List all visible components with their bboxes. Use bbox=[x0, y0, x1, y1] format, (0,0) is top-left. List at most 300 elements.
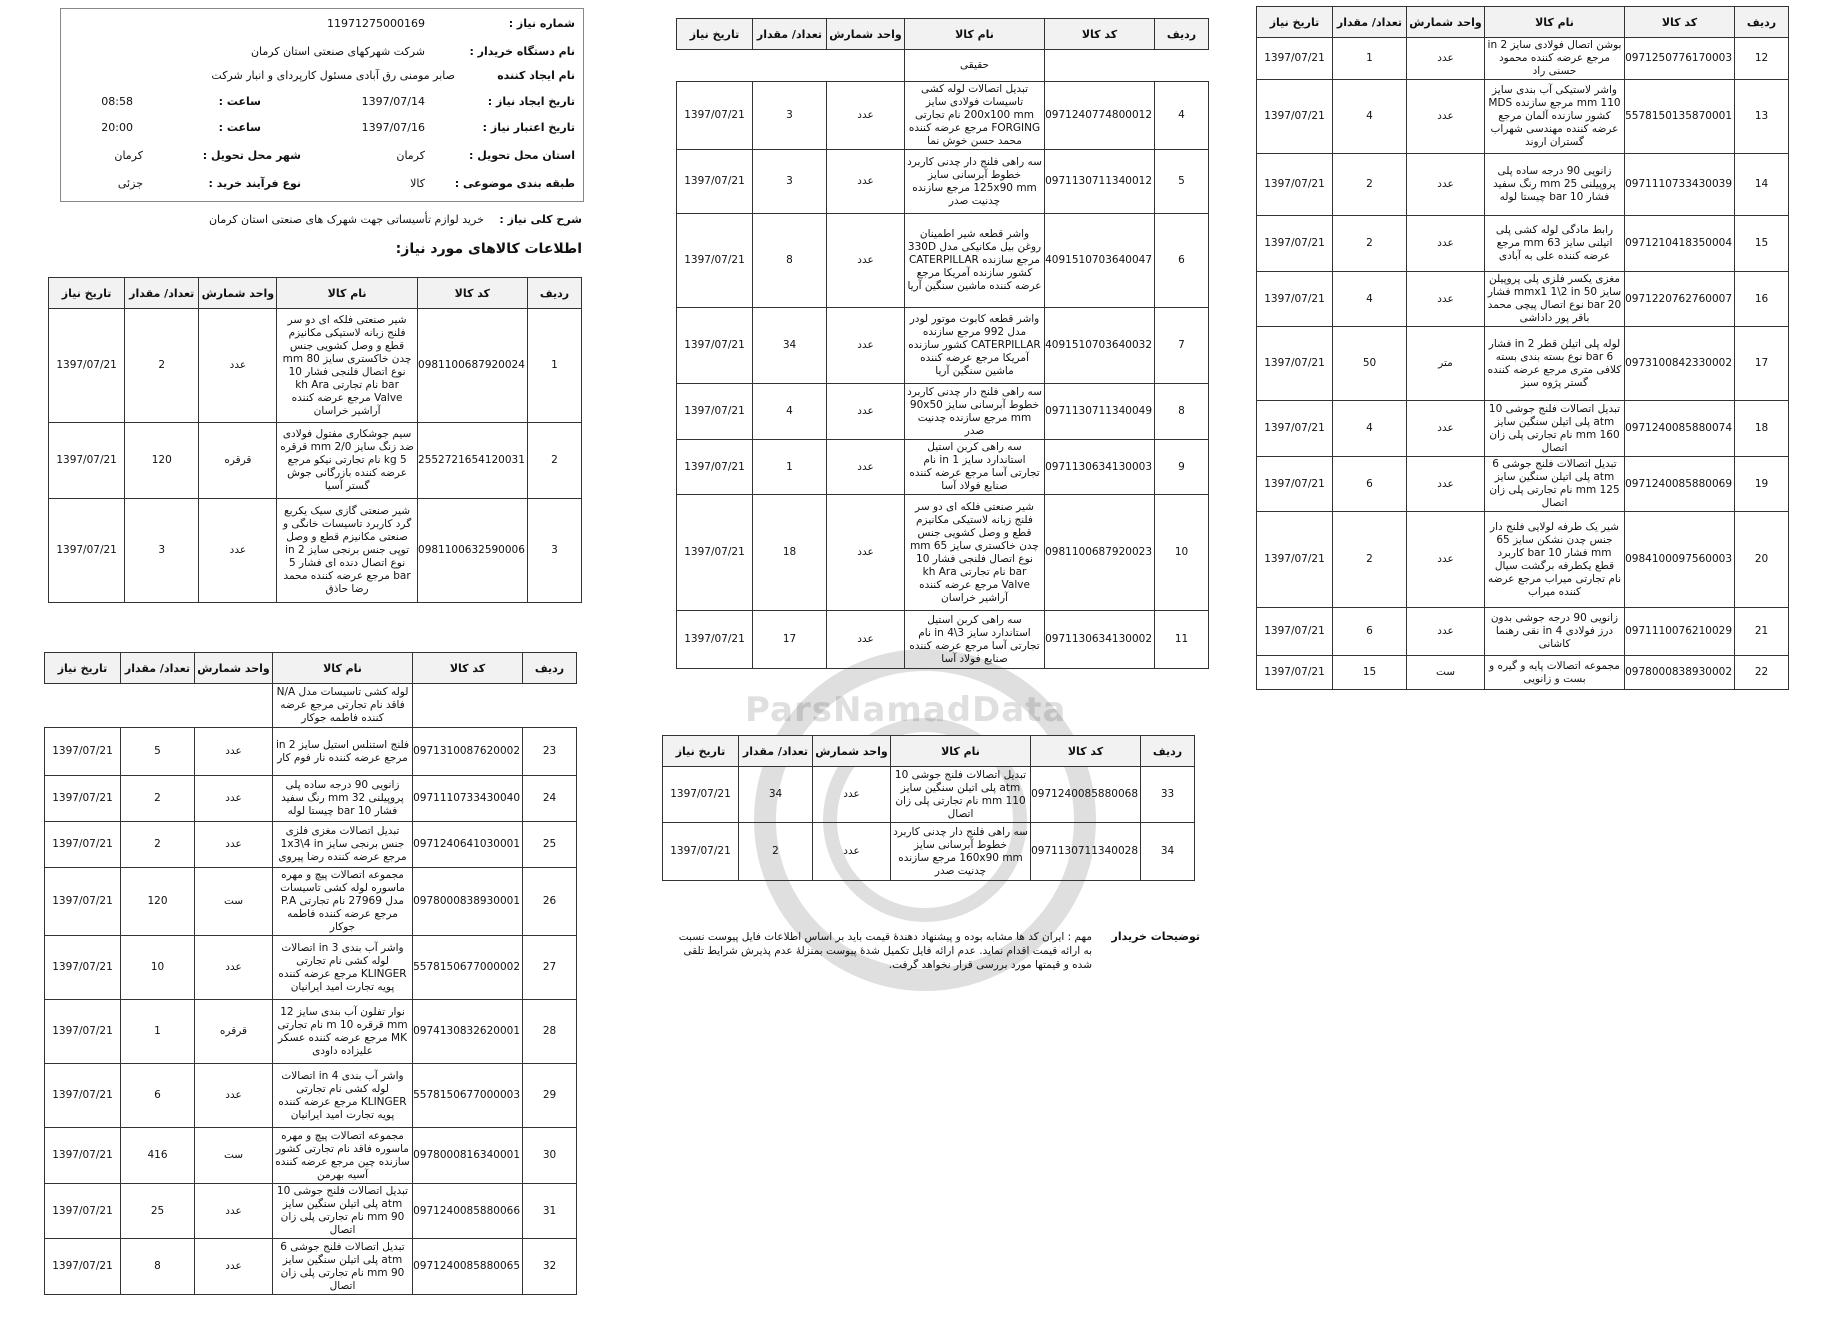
cell-row: 8 bbox=[1155, 384, 1209, 440]
cell-code: 0981100632590006 bbox=[417, 499, 527, 603]
cell-name: تبدیل اتصالات فلنج جوشی 6 atm پلی اتیلن سنگین سایز 125 mm نام تجارتی پلی زان اتصال bbox=[1485, 457, 1625, 512]
table-row bbox=[1257, 38, 1789, 80]
validity-date-label: تاریخ اعتبار نیاز : bbox=[482, 121, 575, 134]
cell-row: 33 bbox=[1141, 767, 1195, 823]
cell-qty: 6 bbox=[1333, 457, 1407, 512]
table-row bbox=[49, 499, 582, 603]
cell-qty: 4 bbox=[1333, 272, 1407, 327]
cell-unit: عدد bbox=[827, 440, 905, 495]
cell-qty: 120 bbox=[121, 868, 195, 936]
column-header-name: نام کالا bbox=[277, 278, 417, 309]
cell-date: 1397/07/21 bbox=[1257, 38, 1333, 80]
cell-code: 0978000816340001 bbox=[413, 1128, 523, 1184]
cell-date: 1397/07/21 bbox=[663, 767, 739, 823]
column-header-row: ردیف bbox=[523, 653, 577, 684]
cell-unit: عدد bbox=[827, 611, 905, 669]
cell-date: 1397/07/21 bbox=[45, 1128, 121, 1184]
cell-unit: قرقره bbox=[199, 423, 277, 499]
cell-unit: عدد bbox=[827, 214, 905, 308]
cell-unit: عدد bbox=[1407, 154, 1485, 216]
cell-unit: عدد bbox=[195, 936, 273, 1000]
cell-qty: 6 bbox=[121, 1064, 195, 1128]
empty-cell bbox=[413, 684, 577, 728]
cell-unit: عدد bbox=[1407, 38, 1485, 80]
cell-date: 1397/07/21 bbox=[1257, 457, 1333, 512]
cell-unit: عدد bbox=[1407, 80, 1485, 154]
cell-row: 24 bbox=[523, 776, 577, 822]
cell-code: 0971240085880074 bbox=[1625, 401, 1735, 457]
column-header-qty: تعداد/ مقدار bbox=[125, 278, 199, 309]
cell-code: 4091510703640032 bbox=[1045, 308, 1155, 384]
cell-qty: 18 bbox=[753, 495, 827, 611]
cell-row: 34 bbox=[1141, 823, 1195, 881]
cell-unit: ست bbox=[1407, 656, 1485, 690]
cell-qty: 2 bbox=[121, 822, 195, 868]
cell-unit: عدد bbox=[195, 1064, 273, 1128]
table-row bbox=[45, 1184, 577, 1239]
cell-row: 5 bbox=[1155, 150, 1209, 214]
cell-date: 1397/07/21 bbox=[677, 440, 753, 495]
need-number: 11971275000169 bbox=[327, 17, 425, 30]
cell-qty: 4 bbox=[753, 384, 827, 440]
cell-unit: عدد bbox=[813, 767, 891, 823]
table-row bbox=[1257, 401, 1789, 457]
cell-row: 29 bbox=[523, 1064, 577, 1128]
cell-name: تبدیل اتصالات فلنج جوشی 10 atm پلی اتیلن سنگین سایز 90 mm نام تجارتی پلی زان اتصال bbox=[273, 1184, 413, 1239]
column-header-code: کد کالا bbox=[417, 278, 527, 309]
cell-qty: 3 bbox=[125, 499, 199, 603]
table-row bbox=[1257, 272, 1789, 327]
cell-code: 0981100687920024 bbox=[417, 309, 527, 423]
section-title: اطلاعات کالاهای مورد نیاز: bbox=[395, 241, 582, 257]
cell-date: 1397/07/21 bbox=[45, 776, 121, 822]
cell-name: مغزی یکسر فلزی پلی پروپیلن سایز 50 mmx1 1\2 in فشار 20 bar نوع اتصال پیچی محمد باقر پور داداشی bbox=[1485, 272, 1625, 327]
cell-qty: 2 bbox=[1333, 154, 1407, 216]
cell-row: 27 bbox=[523, 936, 577, 1000]
cell-unit: ست bbox=[195, 868, 273, 936]
cell-code: 0981100687920023 bbox=[1045, 495, 1155, 611]
column-header-name: نام کالا bbox=[905, 19, 1045, 50]
cell-date: 1397/07/21 bbox=[1257, 216, 1333, 272]
cell-unit: عدد bbox=[1407, 457, 1485, 512]
cell-unit: قرقره bbox=[195, 1000, 273, 1064]
empty-cell bbox=[677, 50, 905, 82]
lead-text: لوله کشی تاسیسات مدل N/A فاقد نام تجارتی مرجع عرضه کننده فاطمه جوکار bbox=[273, 684, 413, 728]
cell-date: 1397/07/21 bbox=[1257, 401, 1333, 457]
cell-row: 18 bbox=[1735, 401, 1789, 457]
cell-unit: عدد bbox=[195, 776, 273, 822]
cell-qty: 2 bbox=[121, 776, 195, 822]
cell-name: شیر صنعتی فلکه ای دو سر فلنج زبانه لاستیکی مکانیزم قطع و وصل کشویی جنس چدن خاکستری سایز 65 mm نوع اتصال فلنجی فشار 10 bar نام تجارتی kh Ara Valve مرجع عرضه کننده آراشیر خراسان bbox=[905, 495, 1045, 611]
cell-unit: عدد bbox=[827, 308, 905, 384]
items-table-3 bbox=[676, 18, 1209, 669]
cell-name: تبدیل اتصالات فلنج جوشی 6 atm پلی اتیلن سنگین سایز 90 mm نام تجارتی پلی زان اتصال bbox=[273, 1239, 413, 1295]
cell-code: 0971130711340049 bbox=[1045, 384, 1155, 440]
column-header-unit: واحد شمارش bbox=[827, 19, 905, 50]
cell-qty: 3 bbox=[753, 82, 827, 150]
cell-qty: 25 bbox=[121, 1184, 195, 1239]
cell-name: واشر آب بندی 4 in اتصالات لوله کشی نام تجارتی KLINGER مرجع عرضه کننده پویه تجارت امید ایرانیان bbox=[273, 1064, 413, 1128]
column-header-date: تاریخ نیاز bbox=[663, 736, 739, 767]
empty-cell bbox=[45, 684, 273, 728]
cell-row: 6 bbox=[1155, 214, 1209, 308]
cell-name: تبدیل اتصالات مغزی فلزی جنس برنجی سایز 1x3\4 in مرجع عرضه کننده رضا پیروی bbox=[273, 822, 413, 868]
cell-date: 1397/07/21 bbox=[45, 1184, 121, 1239]
table-row bbox=[1257, 80, 1789, 154]
category-label: طبقه بندی موضوعی : bbox=[454, 177, 575, 190]
cell-name: سه راهی کربن استیل استاندارد سایز 3\4 in نام تجارتی آسا مرجع عرضه کننده صنایع فولاد آسا bbox=[905, 611, 1045, 669]
buyer-org: شرکت شهرکهای صنعتی استان کرمان bbox=[250, 45, 425, 58]
cell-unit: عدد bbox=[1407, 401, 1485, 457]
creator: صابر مومنی رق آبادی مسئول کارپردای و انبار شرکت bbox=[211, 69, 455, 82]
cell-qty: 8 bbox=[121, 1239, 195, 1295]
cell-name: سه راهی فلنج دار چدنی کاربرد خطوط آبرسانی سایز 160x90 mm مرجع سازنده چدنیت صدر bbox=[891, 823, 1031, 881]
column-header-name: نام کالا bbox=[1485, 7, 1625, 38]
cell-qty: 4 bbox=[1333, 80, 1407, 154]
cell-name: رابط مادگی لوله کشی پلی اتیلنی سایز 63 mm مرجع عرضه کننده علی به آبادی bbox=[1485, 216, 1625, 272]
cell-row: 26 bbox=[523, 868, 577, 936]
column-header-unit: واحد شمارش bbox=[813, 736, 891, 767]
cell-qty: 8 bbox=[753, 214, 827, 308]
cell-code: 0978000838930001 bbox=[413, 868, 523, 936]
cell-qty: 2 bbox=[1333, 512, 1407, 608]
cell-code: 0971130711340028 bbox=[1031, 823, 1141, 881]
cell-date: 1397/07/21 bbox=[49, 499, 125, 603]
cell-unit: عدد bbox=[199, 499, 277, 603]
cell-qty: 6 bbox=[1333, 608, 1407, 656]
cell-date: 1397/07/21 bbox=[45, 1064, 121, 1128]
created-date-label: تاریخ ایجاد نیاز : bbox=[487, 95, 575, 108]
cell-code: 0971240085880065 bbox=[413, 1239, 523, 1295]
cell-row: 13 bbox=[1735, 80, 1789, 154]
cell-date: 1397/07/21 bbox=[677, 82, 753, 150]
cell-date: 1397/07/21 bbox=[1257, 327, 1333, 401]
cell-code: 4091510703640047 bbox=[1045, 214, 1155, 308]
table-header-row bbox=[1257, 7, 1789, 38]
table-row bbox=[677, 150, 1209, 214]
cell-name: مجموعه اتصالات پایه و گیره و بست و زانویی bbox=[1485, 656, 1625, 690]
table-row bbox=[663, 767, 1195, 823]
column-header-date: تاریخ نیاز bbox=[45, 653, 121, 684]
cell-unit: عدد bbox=[195, 1239, 273, 1295]
cell-code: 2552721654120031 bbox=[417, 423, 527, 499]
table-row bbox=[49, 423, 582, 499]
cell-qty: 4 bbox=[1333, 401, 1407, 457]
cell-code: 0971110076210029 bbox=[1625, 608, 1735, 656]
cell-code: 0971130634130003 bbox=[1045, 440, 1155, 495]
cell-row: 12 bbox=[1735, 38, 1789, 80]
cell-row: 23 bbox=[523, 728, 577, 776]
column-header-code: کد کالا bbox=[1031, 736, 1141, 767]
cell-code: 0971240774800012 bbox=[1045, 82, 1155, 150]
cell-qty: 2 bbox=[125, 309, 199, 423]
cell-unit: عدد bbox=[1407, 512, 1485, 608]
cell-name: مجموعه اتصالات پیچ و مهره ماسوره لوله کشی تاسیسات مدل 27969 نام تجارتی P.A مرجع عرضه کننده فاطمه جوکار bbox=[273, 868, 413, 936]
cell-row: 32 bbox=[523, 1239, 577, 1295]
column-header-unit: واحد شمارش bbox=[199, 278, 277, 309]
delivery-province: کرمان bbox=[396, 149, 425, 162]
cell-qty: 120 bbox=[125, 423, 199, 499]
cell-row: 11 bbox=[1155, 611, 1209, 669]
cell-code: 0974130832620001 bbox=[413, 1000, 523, 1064]
created-time: 08:58 bbox=[101, 95, 133, 108]
summary-label: شرح کلی نیاز : bbox=[499, 213, 582, 226]
cell-name: مجموعه اتصالات پیچ و مهره ماسوره فاقد نام تجارتی کشور سازنده چین مرجع عرضه کننده آسیه بهرمن bbox=[273, 1128, 413, 1184]
cell-code: 0984100097560003 bbox=[1625, 512, 1735, 608]
cell-row: 30 bbox=[523, 1128, 577, 1184]
cell-qty: 1 bbox=[753, 440, 827, 495]
column-header-unit: واحد شمارش bbox=[1407, 7, 1485, 38]
cell-unit: عدد bbox=[813, 823, 891, 881]
delivery-province-label: استان محل تحویل : bbox=[469, 149, 575, 162]
validity-time-label: ساعت : bbox=[218, 121, 261, 134]
category: کالا bbox=[410, 177, 425, 190]
column-header-row: ردیف bbox=[527, 278, 581, 309]
cell-date: 1397/07/21 bbox=[45, 822, 121, 868]
cell-qty: 2 bbox=[739, 823, 813, 881]
column-header-qty: تعداد/ مقدار bbox=[121, 653, 195, 684]
cell-code: 0971210418350004 bbox=[1625, 216, 1735, 272]
table-row bbox=[45, 822, 577, 868]
table-row bbox=[677, 82, 1209, 150]
column-header-code: کد کالا bbox=[413, 653, 523, 684]
table-row bbox=[677, 440, 1209, 495]
buyer-notes-text: مهم : ایران کد ها مشابه بوده و پیشنهاد دهندهٔ قیمت باید بر اساس اطلاعات فایل پیوست نسبت به ارائه قیمت اقدام نماید. عدم ارائه فایل تکمیل شدهٔ پیوست بمنزلهٔ عدم پذیرش شرایط تلقی شده و قیمتها مورد بررسی قرار نخواهد گرفت. bbox=[678, 931, 1092, 971]
cell-row: 22 bbox=[1735, 656, 1789, 690]
table-row bbox=[1257, 656, 1789, 690]
column-header-qty: تعداد/ مقدار bbox=[1333, 7, 1407, 38]
cell-qty: 34 bbox=[753, 308, 827, 384]
items-table-1 bbox=[48, 277, 582, 603]
column-header-row: ردیف bbox=[1155, 19, 1209, 50]
cell-code: 0971220762760007 bbox=[1625, 272, 1735, 327]
table-row bbox=[45, 936, 577, 1000]
cell-date: 1397/07/21 bbox=[1257, 608, 1333, 656]
cell-date: 1397/07/21 bbox=[45, 1000, 121, 1064]
table-row bbox=[45, 728, 577, 776]
cell-name: زانویی 90 درجه جوشی بدون درز فولادی 4 in نقی رهنما کاشانی bbox=[1485, 608, 1625, 656]
items-table-5 bbox=[1256, 6, 1789, 690]
cell-date: 1397/07/21 bbox=[1257, 512, 1333, 608]
cell-name: واشر لاستیکی آب بندی سایز 110 mm مرجع سازنده MDS کشور سازنده آلمان مرجع عرضه کننده مهندسی شهراب گستران اروند bbox=[1485, 80, 1625, 154]
cell-code: 0971240641030001 bbox=[413, 822, 523, 868]
watermark-text: ParsNamadData bbox=[745, 690, 1067, 730]
need-number-label: شماره نیاز : bbox=[508, 17, 575, 30]
cell-qty: 1 bbox=[1333, 38, 1407, 80]
cell-qty: 1 bbox=[121, 1000, 195, 1064]
cell-date: 1397/07/21 bbox=[677, 150, 753, 214]
cell-qty: 50 bbox=[1333, 327, 1407, 401]
cell-row: 7 bbox=[1155, 308, 1209, 384]
cell-name: سیم جوشکاری مفتول فولادی ضد زنگ سایز 2/0 mm قرقره 5 kg نام تجارتی نیکو مرجع عرضه کننده بازرگانی جوش گستر آسیا bbox=[277, 423, 417, 499]
table-row bbox=[677, 611, 1209, 669]
cell-unit: عدد bbox=[827, 150, 905, 214]
cell-row: 16 bbox=[1735, 272, 1789, 327]
cell-date: 1397/07/21 bbox=[677, 495, 753, 611]
cell-name: واشر قطعه کابوت موتور لودر مدل 992 مرجع سازنده CATERPILLAR کشور سازنده آمریکا مرجع عرضه کننده ماشین سنگین آریا bbox=[905, 308, 1045, 384]
cell-code: 0973100842330002 bbox=[1625, 327, 1735, 401]
cell-unit: عدد bbox=[1407, 216, 1485, 272]
cell-name: زانویی 90 درجه ساده پلی پروپیلنی 25 mm رنگ سفید فشار 10 bar چیستا لوله bbox=[1485, 154, 1625, 216]
cell-row: 28 bbox=[523, 1000, 577, 1064]
cell-name: واشر آب بندی 3 in اتصالات لوله کشی نام تجارتی KLINGER مرجع عرضه کننده پویه تجارت امید ایرانیان bbox=[273, 936, 413, 1000]
column-header-row: ردیف bbox=[1141, 736, 1195, 767]
cell-date: 1397/07/21 bbox=[677, 611, 753, 669]
table-row bbox=[663, 823, 1195, 881]
cell-date: 1397/07/21 bbox=[677, 308, 753, 384]
cell-name: سه راهی فلنج دار چدنی کاربرد خطوط آبرسانی سایز 125x90 mm مرجع سازنده چدنیت صدر bbox=[905, 150, 1045, 214]
cell-code: 0971130634130002 bbox=[1045, 611, 1155, 669]
column-header-unit: واحد شمارش bbox=[195, 653, 273, 684]
items-table-4 bbox=[662, 735, 1195, 881]
cell-code: 0971240085880068 bbox=[1031, 767, 1141, 823]
cell-date: 1397/07/21 bbox=[1257, 154, 1333, 216]
cell-name: بوشن اتصال فولادی سایز 2 in مرجع عرضه کننده محمود حسنی راد bbox=[1485, 38, 1625, 80]
column-header-qty: تعداد/ مقدار bbox=[739, 736, 813, 767]
cell-name: زانویی 90 درجه ساده پلی پروپیلنی 32 mm رنگ سفید فشار 10 bar چیستا لوله bbox=[273, 776, 413, 822]
created-date: 1397/07/14 bbox=[361, 95, 425, 108]
table-header-row bbox=[49, 278, 582, 309]
table-row bbox=[677, 495, 1209, 611]
cell-unit: عدد bbox=[199, 309, 277, 423]
cell-code: 0971110733430040 bbox=[413, 776, 523, 822]
cell-qty: 34 bbox=[739, 767, 813, 823]
cell-name: شیر صنعتی فلکه ای دو سر فلنج زبانه لاستیکی مکانیزم قطع و وصل کشویی جنس چدن خاکستری سایز 80 mm نوع اتصال فلنجی فشار 10 bar نام تجارتی kh Ara Valve مرجع عرضه کننده آراشیر خراسان bbox=[277, 309, 417, 423]
table-row bbox=[45, 1128, 577, 1184]
table-row bbox=[677, 384, 1209, 440]
cell-code: 0971240085880066 bbox=[413, 1184, 523, 1239]
need-header-box bbox=[60, 8, 584, 202]
cell-name: نوار تفلون آب بندی سایز 12 mm قرقره 10 m نام تجارتی MK مرجع عرضه کننده عسکر علیزاده داودی bbox=[273, 1000, 413, 1064]
process-label: نوع فرآیند خرید : bbox=[208, 177, 301, 190]
cell-code: 0978000838930002 bbox=[1625, 656, 1735, 690]
buyer-org-label: نام دستگاه خریدار : bbox=[469, 45, 575, 58]
cell-qty: 3 bbox=[753, 150, 827, 214]
table-row bbox=[677, 308, 1209, 384]
cell-row: 10 bbox=[1155, 495, 1209, 611]
column-header-name: نام کالا bbox=[891, 736, 1031, 767]
delivery-city-label: شهر محل تحویل : bbox=[202, 149, 301, 162]
cell-code: 0971250776170003 bbox=[1625, 38, 1735, 80]
created-time-label: ساعت : bbox=[218, 95, 261, 108]
cell-name: فلنج استنلس استیل سایز 2 in مرجع عرضه کننده نار فوم کار bbox=[273, 728, 413, 776]
table-lead-row bbox=[677, 50, 1209, 82]
table-header-row bbox=[663, 736, 1195, 767]
column-header-date: تاریخ نیاز bbox=[49, 278, 125, 309]
table-row bbox=[49, 309, 582, 423]
cell-unit: عدد bbox=[195, 822, 273, 868]
table-header-row bbox=[45, 653, 577, 684]
table-row bbox=[1257, 457, 1789, 512]
cell-name: شیر صنعتی گازی سیک یکربع گرد کاربرد تاسیسات خانگی و صنعتی مکانیزم قطع و وصل توپی جنس برنجی سایز 2 in نوع اتصال دنده ای فشار 5 bar مرجع عرضه کننده محمد رضا حاذق bbox=[277, 499, 417, 603]
cell-code: 0971110733430039 bbox=[1625, 154, 1735, 216]
cell-row: 21 bbox=[1735, 608, 1789, 656]
cell-date: 1397/07/21 bbox=[45, 936, 121, 1000]
cell-date: 1397/07/21 bbox=[49, 309, 125, 423]
table-row bbox=[1257, 327, 1789, 401]
cell-date: 1397/07/21 bbox=[1257, 272, 1333, 327]
column-header-qty: تعداد/ مقدار bbox=[753, 19, 827, 50]
cell-name: سه راهی فلنج دار چدنی کاربرد خطوط آبرسانی سایز 90x50 mm مرجع سازنده چدنیت صدر bbox=[905, 384, 1045, 440]
cell-name: لوله پلی اتیلن قطر 2 in فشار 6 bar نوع بسته بندی بسته کلافی متری مرجع عرضه کننده گستر پژوه سبز bbox=[1485, 327, 1625, 401]
cell-qty: 17 bbox=[753, 611, 827, 669]
delivery-city: کرمان bbox=[114, 149, 143, 162]
cell-unit: عدد bbox=[1407, 272, 1485, 327]
cell-unit: ست bbox=[195, 1128, 273, 1184]
cell-unit: عدد bbox=[827, 495, 905, 611]
cell-unit: عدد bbox=[827, 82, 905, 150]
cell-date: 1397/07/21 bbox=[1257, 656, 1333, 690]
items-table-2 bbox=[44, 652, 577, 1295]
cell-row: 2 bbox=[527, 423, 581, 499]
column-header-date: تاریخ نیاز bbox=[1257, 7, 1333, 38]
cell-row: 31 bbox=[523, 1184, 577, 1239]
cell-name: تبدیل اتصالات لوله کشی تاسیسات فولادی سایز 200x100 mm نام تجارتی FORGING مرجع عرضه کننده محمد حسن خوش نما bbox=[905, 82, 1045, 150]
cell-name: سه راهی کربن استیل استاندارد سایز 1 in نام تجارتی آسا مرجع عرضه کننده صنایع فولاد آسا bbox=[905, 440, 1045, 495]
cell-row: 20 bbox=[1735, 512, 1789, 608]
cell-date: 1397/07/21 bbox=[49, 423, 125, 499]
cell-code: 5578150135870001 bbox=[1625, 80, 1735, 154]
cell-row: 15 bbox=[1735, 216, 1789, 272]
column-header-date: تاریخ نیاز bbox=[677, 19, 753, 50]
summary: خرید لوازم تأسیساتی جهت شهرک های صنعتی استان کرمان bbox=[208, 213, 484, 226]
cell-row: 19 bbox=[1735, 457, 1789, 512]
cell-code: 0971130711340012 bbox=[1045, 150, 1155, 214]
cell-row: 17 bbox=[1735, 327, 1789, 401]
process: جزئی bbox=[117, 177, 143, 190]
cell-qty: 15 bbox=[1333, 656, 1407, 690]
cell-date: 1397/07/21 bbox=[1257, 80, 1333, 154]
column-header-name: نام کالا bbox=[273, 653, 413, 684]
cell-unit: متر bbox=[1407, 327, 1485, 401]
table-row bbox=[45, 1239, 577, 1295]
table-row bbox=[45, 868, 577, 936]
creator-label: نام ایجاد کننده bbox=[497, 69, 575, 82]
cell-code: 0971310087620002 bbox=[413, 728, 523, 776]
table-row bbox=[1257, 608, 1789, 656]
column-header-code: کد کالا bbox=[1045, 19, 1155, 50]
cell-name: تبدیل اتصالات فلنج جوشی 10 atm پلی اتیلن سنگین سایز 110 mm نام تجارتی پلی زان اتصال bbox=[891, 767, 1031, 823]
cell-date: 1397/07/21 bbox=[45, 1239, 121, 1295]
cell-unit: عدد bbox=[195, 728, 273, 776]
cell-unit: عدد bbox=[1407, 608, 1485, 656]
buyer-notes-label: توضیحات خریدار bbox=[1111, 930, 1200, 943]
cell-date: 1397/07/21 bbox=[663, 823, 739, 881]
cell-qty: 5 bbox=[121, 728, 195, 776]
cell-row: 1 bbox=[527, 309, 581, 423]
column-header-code: کد کالا bbox=[1625, 7, 1735, 38]
cell-name: تبدیل اتصالات فلنج جوشی 10 atm پلی اتیلن سنگین سایز 160 mm نام تجارتی پلی زان اتصال bbox=[1485, 401, 1625, 457]
cell-name: واشر قطعه شیر اطمینان روغن بیل مکانیکی مدل 330D مرجع سازنده CATERPILLAR کشور سازنده آمریکا مرجع عرضه کننده ماشین سنگین آریا bbox=[905, 214, 1045, 308]
cell-name: شیر یک طرفه لولایی فلنج دار جنس چدن نشکن سایز 65 mm فشار 10 bar کاربرد قطع یکطرفه برگشت سیال نام تجارتی میراب مرجع عرضه کننده میراب bbox=[1485, 512, 1625, 608]
cell-qty: 416 bbox=[121, 1128, 195, 1184]
cell-date: 1397/07/21 bbox=[45, 868, 121, 936]
table-row bbox=[45, 1000, 577, 1064]
table-row bbox=[1257, 216, 1789, 272]
cell-date: 1397/07/21 bbox=[45, 728, 121, 776]
validity-time: 20:00 bbox=[101, 121, 133, 134]
table-row bbox=[45, 1064, 577, 1128]
summary-line bbox=[200, 213, 582, 226]
cell-date: 1397/07/21 bbox=[677, 384, 753, 440]
empty-cell bbox=[1045, 50, 1209, 82]
table-row bbox=[677, 214, 1209, 308]
cell-row: 4 bbox=[1155, 82, 1209, 150]
table-header-row bbox=[677, 19, 1209, 50]
cell-row: 9 bbox=[1155, 440, 1209, 495]
table-row bbox=[1257, 154, 1789, 216]
cell-date: 1397/07/21 bbox=[677, 214, 753, 308]
